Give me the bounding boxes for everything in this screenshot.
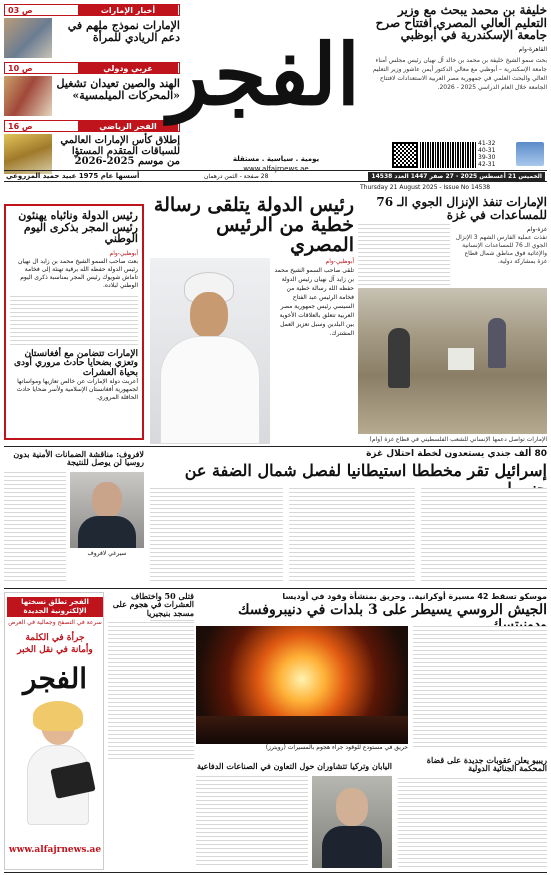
story-headline: قتلى 50 واختطاف العشرات في هجوم على مسجد بنيجيريا	[108, 592, 194, 617]
price-line: 28 صفحة - الثمن درهمان	[204, 173, 269, 180]
ad-slogan-2: وأمانة في نقل الخبر	[17, 645, 93, 655]
teasers-column	[4, 4, 180, 174]
lead-headline: رئيس الدولة يتلقى رسالة خطية من الرئيس المصري	[153, 194, 354, 256]
teaser-2[interactable]	[4, 62, 180, 116]
ad-url[interactable]: www.alfajrnews.ae	[8, 845, 102, 855]
body-text-column	[358, 224, 450, 286]
body-text-column	[421, 488, 547, 584]
masthead	[0, 0, 551, 191]
body-text-column	[289, 488, 415, 584]
story-kicker: 80 ألف جندي يستعدون لخطة احتلال غزة	[366, 449, 547, 459]
lavrov-photo	[70, 472, 144, 548]
israel-story[interactable]	[150, 450, 547, 586]
gaza-photo	[358, 288, 547, 434]
japan-story[interactable]	[196, 762, 392, 870]
teaser-headline: الهند والصين تعيدان تشغيل «المحركات الميلمسية»	[56, 77, 180, 102]
teaser-section: الفجر الرياضي	[78, 121, 178, 132]
barcode	[420, 142, 476, 168]
body-text-column	[196, 776, 308, 868]
teaser-section: أخبار الإمارات	[78, 5, 178, 16]
date-english: Thursday 21 August 2025 - Issue No 14538	[360, 184, 491, 191]
box-body: بعث صاحب السمو الشيخ محمد بن زايد آل نهيان رئيس الدولة حفظه الله برقية تهنئة إلى فخامة تاماش شويوك رئيس المجر بمناسبة ذكرى اليوم الوطني لبلاده.	[17, 258, 138, 289]
story-headline: ريبيو يعلن عقوبات جديدة على قضاة المحكمة الجنائية الدولية	[426, 755, 547, 774]
lead-story[interactable]	[150, 196, 354, 446]
teaser-3[interactable]	[4, 120, 180, 174]
qr-code	[392, 142, 418, 168]
body-text-column	[398, 778, 547, 868]
russia-story[interactable]	[196, 592, 547, 752]
teaser-page: ص 03	[8, 6, 33, 15]
teaser-page: ص 10	[8, 64, 33, 73]
ad-woman-illustration	[23, 705, 93, 825]
website[interactable]: www.alfajrnews.ae	[243, 165, 309, 173]
newspaper-logo[interactable]: الفجر	[168, 25, 360, 124]
weather-box: 41-32 40-31 39-30 42-31	[478, 140, 548, 170]
ad-slogan-1: جرأة في الكلمة	[25, 633, 85, 643]
story-headline: لافروف: مناقشة الضمانات الأمنية بدون روسيا لن يوصل للنتيجة	[13, 449, 144, 468]
teaser-headline: إطلاق كأس الإمارات العالمي للسباقات المتقدم المستؤا من موسم 2025-2026	[60, 135, 180, 167]
story-dateline: القاهرة-وام	[518, 46, 547, 53]
alfajr-ad[interactable]	[4, 592, 104, 870]
founder-line: أسسها عام 1975 عبيد حميد المزروعي	[6, 172, 140, 180]
teaser-section: عربي ودولي	[78, 63, 178, 74]
story-body: بحث سمو الشيخ خليفة بن محمد بن خالد آل نهيان رئيس مجلس أمناء جامعة الإسكندرية – أبوظبي مع معالي الدكتور أيمن عاشور وزير التعليم العالي والبحث العلمي في جمهورية مصر العربية الاستعدادات لافتتاح الجامعة خلال العام الدراسي 2025 - 2026.	[372, 57, 547, 91]
japan-photo	[312, 776, 392, 868]
photo-caption: حريق في مستودع للوقود جراء هجوم بالمسيرات (رويترز)	[265, 744, 408, 751]
story-body: نفذت عملية الفارس الشهم 3 الإنزال الجوي الـ 76 للمساعدات الإنسانية والإغاثية فوق مناطق شمال قطاع غزة بمشاركة دولية.	[455, 234, 547, 265]
teaser-1[interactable]	[4, 4, 180, 58]
date-bar	[4, 170, 547, 182]
teaser-photo	[4, 134, 52, 174]
ad-subtitle: سرعة في التصفح وجمالية في العرض	[8, 619, 102, 626]
teaser-photo	[4, 76, 52, 116]
date-arabic: الخميس 21 أغسطس 2025 - 27 صفر 1447 العدد 14538	[368, 172, 545, 181]
body-text-column	[108, 622, 194, 762]
story-headline: الجيش الروسي يسيطر على 3 بلدات في دنيبروفسك	[237, 602, 547, 618]
ad-title: الفجر تطلق نسختها الإلكترونية الجديدة	[7, 597, 103, 617]
lead-dateline: أبوظبي-وام	[325, 258, 354, 265]
gaza-story[interactable]	[358, 196, 547, 446]
lead-body: تلقى صاحب السمو الشيخ محمد بن زايد آل نهيان رئيس الدولة حفظه الله رسالة خطية من فخامة الرئيس عبد الفتاح السيسي رئيس جمهورية مصر العربية تتعلق بالعلاقات الأخوية بين البلدين وسبل تعزيز العمل المشترك.	[274, 267, 354, 337]
story-dateline: غزة-وام	[526, 226, 547, 233]
tagline: يومية . سياسية . مستقلة	[232, 155, 320, 163]
weather-icon	[516, 142, 544, 166]
teaser-headline: الإمارات نموذج ملهم في دعم الريادي للمرأة	[67, 19, 180, 44]
lavrov-story[interactable]	[4, 450, 144, 586]
box-headline: رئيس الدولة ونائباه يهنئون رئيس المجر بذكرى اليوم الوطني	[18, 209, 138, 246]
ad-logo: الفجر	[23, 662, 87, 695]
story-headline: اليابان وتركيا تتشاوران حول التعاون في الصناعات الدفاعية	[196, 761, 392, 771]
story-headline: خليفة بن محمد يبحث مع وزير التعليم العالي المصري افتتاح صرح جامعة الإسكندرية في أبوظبي	[375, 3, 547, 43]
killed-story[interactable]	[108, 592, 194, 768]
body-text-column	[4, 472, 66, 584]
body-text-column	[413, 626, 547, 750]
box-second-headline: الإمارات تتضامن مع أفغانستان وتعزي بضحايا حادث مروري أودى بحياة العشرات	[13, 349, 138, 378]
body-text-column	[150, 488, 283, 584]
box-dateline: أبوظبي-وام	[109, 250, 138, 257]
teaser-page: ص 16	[8, 122, 33, 131]
president-box[interactable]	[4, 204, 144, 440]
story-headline: إسرائيل تقر مخططا استيطانيا لفصل شمال الضفة عن	[184, 461, 547, 480]
top-right-story[interactable]	[364, 4, 547, 124]
russia-fire-photo	[196, 626, 408, 744]
photo-caption: الإمارات تواصل دعمها الإنساني للشعب الفلسطيني في قطاع غزة (وام)	[369, 436, 547, 443]
photo-caption: سيرغي لافروف	[87, 550, 127, 557]
story-headline: الإمارات تنفذ الإنزال الجوي الـ 76 للمساعدات في غزة	[376, 195, 547, 222]
lead-photo	[150, 258, 270, 444]
icc-story[interactable]	[398, 756, 547, 870]
box-second-body: أعربت دولة الإمارات عن خالص تعازيها ومواساتها لجمهورية أفغانستان الإسلامية ولأسر ضحايا حادث الحافلة المروري.	[16, 378, 138, 401]
teaser-photo	[4, 18, 52, 58]
story-kicker: موسكو تسقط 42 مسيرة أوكرانية.. وحريق بمنشأة وقود في أوديسا	[282, 592, 547, 601]
